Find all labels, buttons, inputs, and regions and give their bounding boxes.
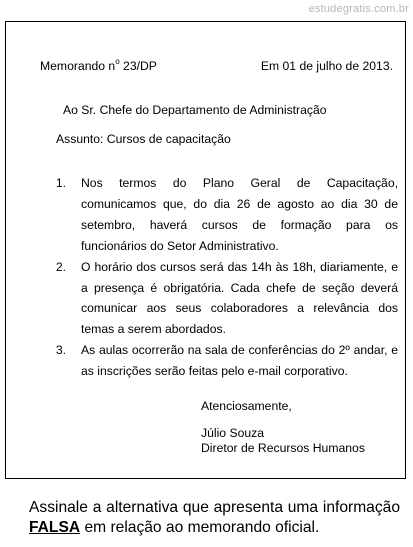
- question-emphasis: FALSA: [29, 519, 81, 536]
- memo-number: Memorando $n^o$ 23/DP: [40, 57, 157, 73]
- memo-closing: Atenciosamente,: [201, 399, 292, 413]
- question-text-after: em relação ao memorando oficial.: [80, 519, 320, 536]
- signature-name: Júlio Souza: [201, 426, 265, 440]
- watermark: estudegratis.com.br: [308, 3, 409, 15]
- memo-item-1: [41, 173, 398, 257]
- item-number: 1.: [55, 176, 66, 190]
- question-prompt: [29, 498, 400, 538]
- memo-date: Em 01 de julho de 2013.: [260, 59, 393, 73]
- item-number: 3.: [55, 343, 66, 358]
- question-text-before: Assinale a alternativa que apresenta uma informação: [29, 499, 400, 516]
- signature-title: Diretor de Recursos Humanos: [201, 441, 365, 455]
- memo-items: [41, 173, 398, 382]
- memo-subject: Assunto: Cursos de capacitação: [56, 132, 231, 146]
- item-text: Nos termos do Plano Geral de Capacitação, comunicamos que, do dia 26 de agosto ao dia 30 de setembro, haverá cursos de formação para os funcionários do Setor Administrativo.: [81, 176, 398, 253]
- item-text: As aulas ocorrerão na sala de conferências do 2º andar, e as inscrições serão feitas pelo e-mail corporativo.: [81, 343, 398, 379]
- ordinal-mark: o: [115, 57, 120, 66]
- memo-item-3: [41, 340, 398, 382]
- memo-item-2: [41, 257, 398, 341]
- memo-recipient: Ao Sr. Chefe do Departamento de Administração: [63, 103, 327, 117]
- memo-box: [5, 21, 406, 479]
- item-text: O horário dos cursos será das 14h às 18h, diariamente, e a presença é obrigatória. Cada chefe de seção deverá comunicar aos seus colaboradores a relevância dos temas a serem abordados.: [81, 259, 398, 337]
- item-number: 2.: [55, 259, 66, 274]
